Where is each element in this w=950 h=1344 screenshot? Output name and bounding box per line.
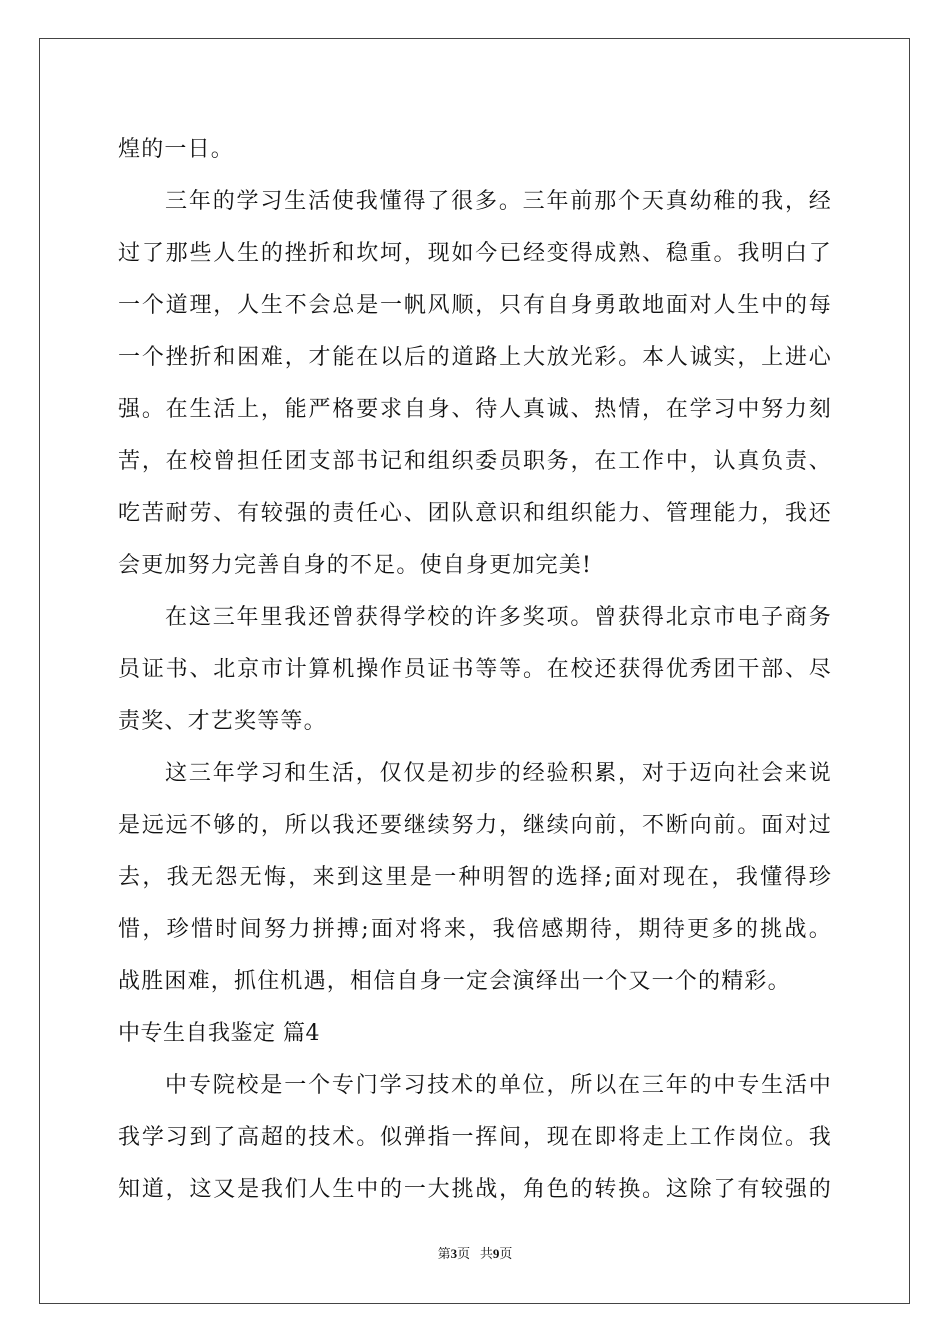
footer-page-suffix: 页: [457, 1246, 471, 1261]
text-line: 苦，在校曾担任团支部书记和组织委员职务，在工作中，认真负责、: [118, 449, 832, 474]
text-line: 责奖、才艺奖等等。: [118, 709, 327, 734]
text-line: 会更加努力完善自身的不足。使自身更加完美!: [118, 553, 593, 578]
footer-total-prefix: 共: [479, 1246, 493, 1261]
section-heading: 中专生自我鉴定 篇4: [118, 1021, 320, 1046]
text-line: 是远远不够的，所以我还要继续努力，继续向前，不断向前。面对过: [118, 813, 832, 838]
paragraph-first-line: 三年的学习生活使我懂得了很多。三年前那个天真幼稚的我，经: [165, 189, 832, 214]
current-page-number: 3: [450, 1246, 458, 1261]
text-line: 去，我无怨无悔，来到这里是一种明智的选择;面对现在，我懂得珍: [118, 865, 832, 890]
footer-prefix: 第: [437, 1246, 451, 1261]
paragraph-first-line: 在这三年里我还曾获得学校的许多奖项。曾获得北京市电子商务: [165, 605, 832, 630]
text-line: 过了那些人生的挫折和坎坷，现如今已经变得成熟、稳重。我明白了: [118, 241, 832, 266]
text-line: 我学习到了高超的技术。似弹指一挥间，现在即将走上工作岗位。我: [118, 1125, 832, 1150]
text-line: 惜，珍惜时间努力拼搏;面对将来，我倍感期待，期待更多的挑战。: [118, 917, 832, 942]
footer-total-suffix: 页: [499, 1246, 513, 1261]
total-pages-number: 9: [492, 1246, 500, 1261]
text-line: 知道，这又是我们人生中的一大挑战，角色的转换。这除了有较强的: [118, 1177, 832, 1202]
text-line: 员证书、北京市计算机操作员证书等等。在校还获得优秀团干部、尽: [118, 657, 832, 682]
text-line: 吃苦耐劳、有较强的责任心、团队意识和组织能力、管理能力，我还: [118, 501, 832, 526]
text-line: 一个道理，人生不会总是一帆风顺，只有自身勇敢地面对人生中的每: [118, 293, 832, 318]
text-line: 煌的一日。: [118, 137, 235, 162]
paragraph-first-line: 中专院校是一个专门学习技术的单位，所以在三年的中专生活中: [165, 1073, 832, 1098]
page-footer: [0, 1245, 950, 1263]
text-line: 强。在生活上，能严格要求自身、待人真诚、热情，在学习中努力刻: [118, 397, 832, 422]
text-line: 战胜困难，抓住机遇，相信自身一定会演绎出一个又一个的精彩。: [118, 969, 791, 994]
text-line: 一个挫折和困难，才能在以后的道路上大放光彩。本人诚实，上进心: [118, 345, 832, 370]
paragraph-first-line: 这三年学习和生活，仅仅是初步的经验积累，对于迈向社会来说: [165, 761, 832, 786]
